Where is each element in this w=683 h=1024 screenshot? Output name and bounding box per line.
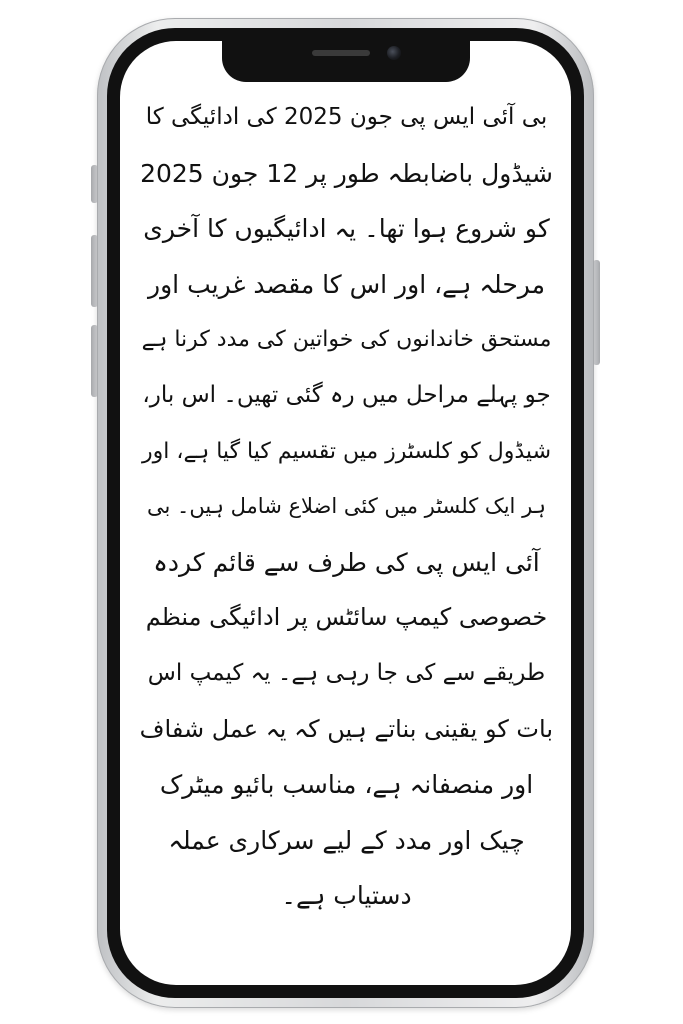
phone-notch (222, 40, 470, 82)
article-line: مستحق خاندانوں کی خواتین کی مدد کرنا ہے (141, 327, 552, 353)
article-line: طریقے سے کی جا رہی ہے۔ یہ کیمپ اس (147, 659, 546, 686)
article-line: بات کو یقینی بناتے ہیں کہ یہ عمل شفاف (139, 714, 553, 743)
article-line: اور منصفانہ ہے، مناسب بائیو میٹرک (159, 770, 534, 800)
article-line: کو شروع ہوا تھا۔ یہ ادائیگیوں کا آخری (143, 214, 550, 244)
article-line: بی آئی ایس پی جون 2025 کی ادائیگی کا (145, 104, 548, 130)
power-button (593, 260, 600, 365)
article-line: ہر ایک کلسٹر میں کئی اضلاع شامل ہیں۔ بی (147, 494, 546, 519)
article-line: چیک اور مدد کے لیے سرکاری عملہ (168, 825, 525, 855)
article-line: جو پہلے مراحل میں رہ گئی تھیں۔ اس بار، (142, 381, 551, 408)
front-camera-icon (387, 46, 401, 60)
article-line: شیڈول باضابطہ طور پر 12 جون 2025 (140, 158, 553, 188)
article-line: دستیاب ہے۔ (281, 881, 412, 911)
speaker-grille (312, 50, 370, 56)
article-line: آئی ایس پی کی طرف سے قائم کردہ (153, 547, 540, 577)
article-line: شیڈول کو کلسٹرز میں تقسیم کیا گیا ہے، اور (142, 438, 551, 464)
article-line: مرحلہ ہے، اور اس کا مقصد غریب اور (148, 269, 545, 299)
article-line: خصوصی کیمپ سائٹس پر ادائیگی منظم (145, 603, 548, 632)
article-text (140, 90, 553, 970)
